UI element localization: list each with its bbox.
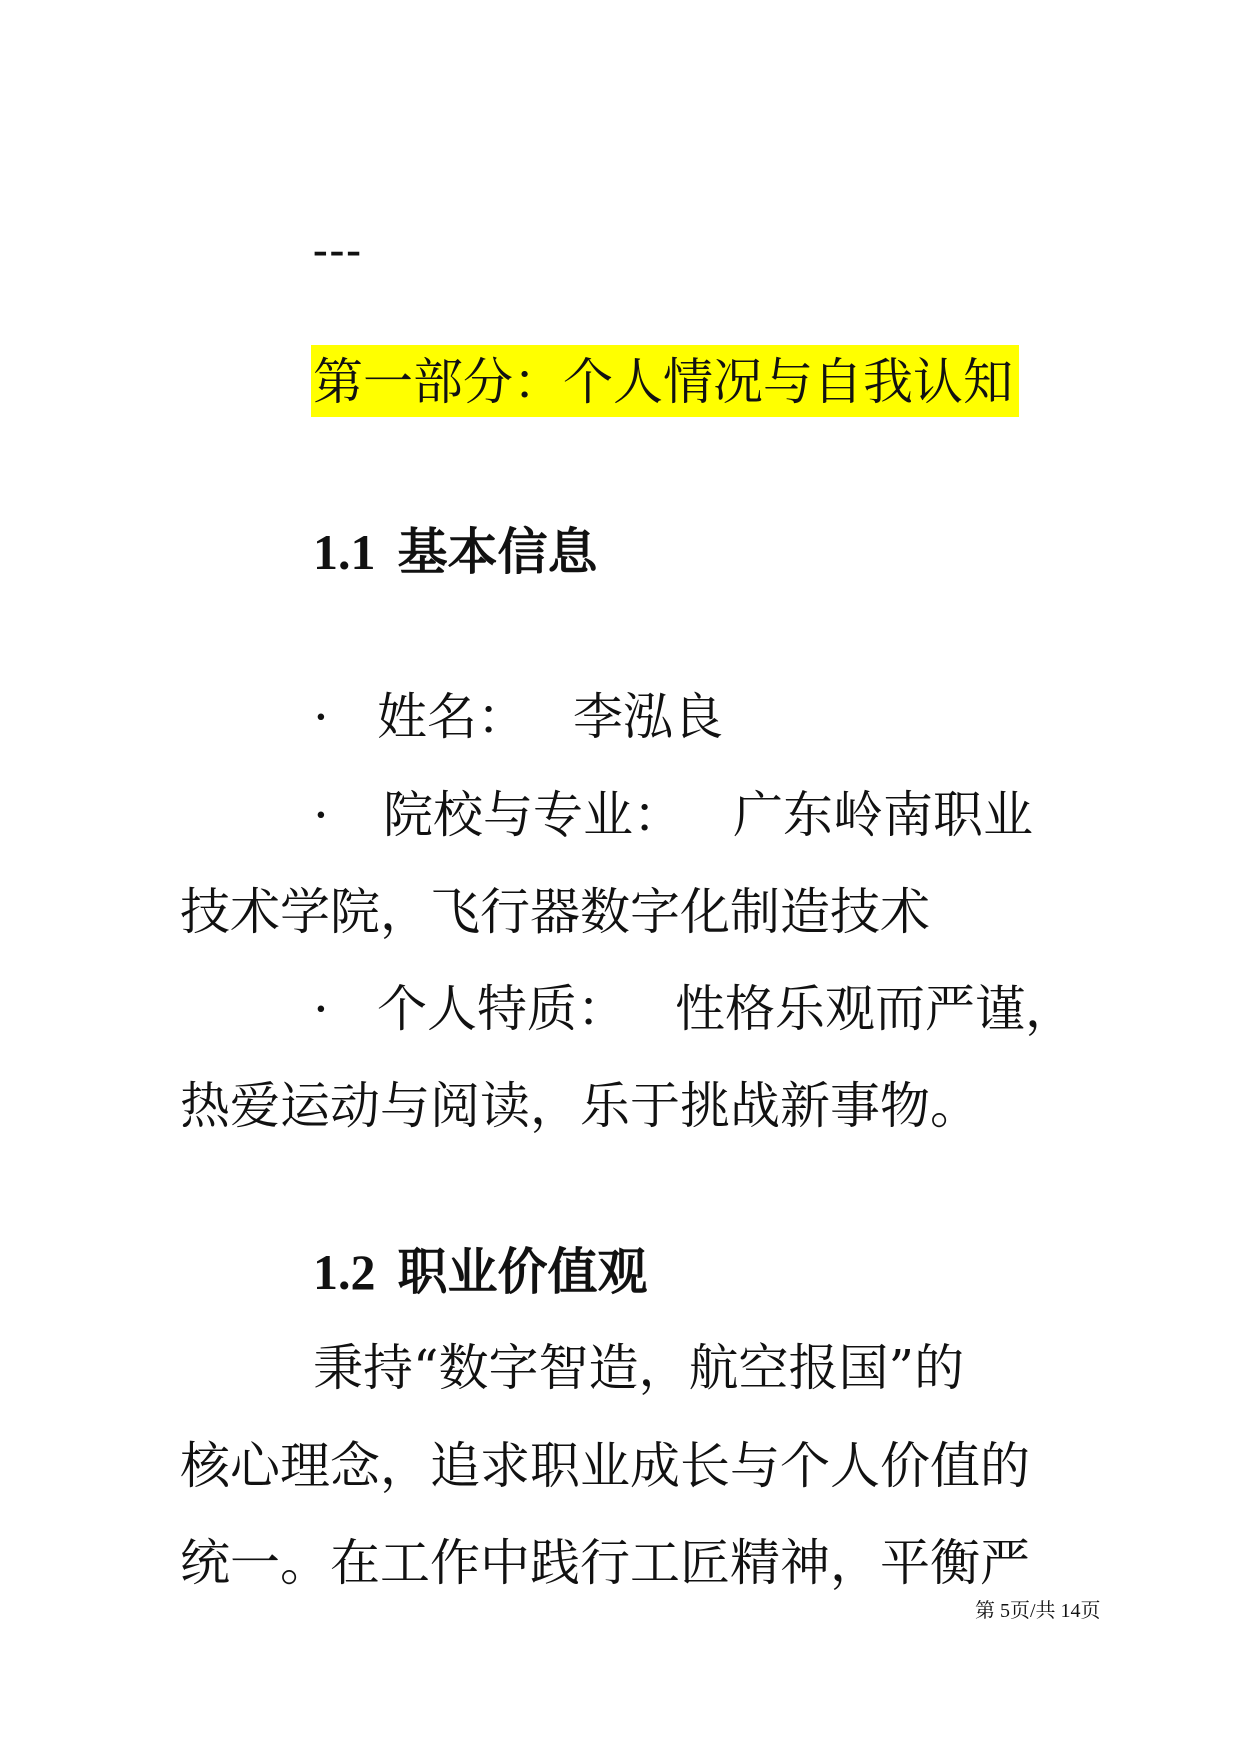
separator: --- bbox=[313, 225, 363, 274]
list-item-name bbox=[313, 688, 723, 746]
bullet-icon: · bbox=[313, 688, 329, 746]
bullet-icon: · bbox=[313, 980, 329, 1038]
paragraph-line: 秉持“数字智造，航空报国”的 bbox=[313, 1339, 965, 1397]
name-label: 姓名： bbox=[377, 688, 527, 746]
school-label: 院校与专业： bbox=[383, 786, 683, 844]
bullet-icon: · bbox=[313, 786, 329, 844]
heading-values bbox=[313, 1242, 648, 1301]
list-item-school bbox=[313, 786, 1033, 844]
heading-basic-info bbox=[313, 522, 598, 581]
traits-value-continued: 热爱运动与阅读，乐于挑战新事物。 bbox=[180, 1077, 980, 1135]
heading-number: 1.2 bbox=[313, 1244, 376, 1300]
heading-number: 1.1 bbox=[313, 524, 376, 580]
traits-value: 性格乐观而严谨， bbox=[675, 980, 1075, 1038]
name-value: 李泓良 bbox=[573, 688, 723, 746]
list-item-traits bbox=[313, 980, 1075, 1038]
paragraph-line: 统一。在工作中践行工匠精神，平衡严 bbox=[180, 1534, 1030, 1592]
paragraph-line: 核心理念，追求职业成长与个人价值的 bbox=[180, 1437, 1030, 1495]
page-number: 第 5页/共 14页 bbox=[975, 1600, 1101, 1622]
school-value-continued: 技术学院，飞行器数字化制造技术 bbox=[180, 883, 930, 941]
school-value: 广东岭南职业 bbox=[733, 786, 1033, 844]
section-title: 第一部分：个人情况与自我认知 bbox=[311, 345, 1019, 417]
traits-label: 个人特质： bbox=[377, 980, 627, 1038]
heading-text: 基本信息 bbox=[397, 522, 598, 581]
heading-text: 职业价值观 bbox=[397, 1242, 648, 1301]
